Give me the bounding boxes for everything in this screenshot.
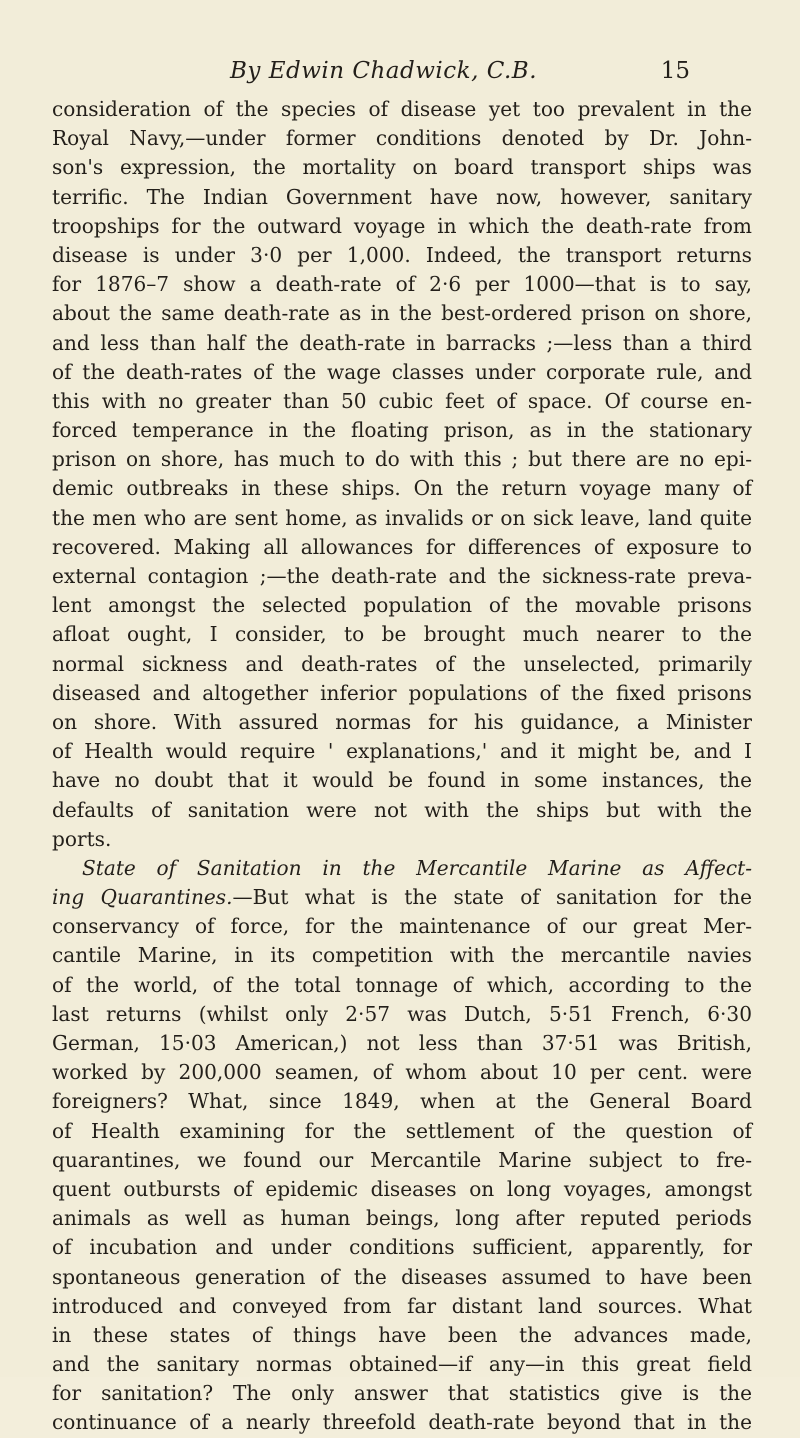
text-line: introduced and conveyed from far distant land sources. What: [52, 1293, 752, 1318]
text-line: on shore. With assured normas for his guidance, a Minister: [52, 709, 752, 734]
running-title: By Edwin Chadwick, C.B.: [230, 58, 538, 84]
text-line: afloat ought, I consider, to be brought much nearer to the: [52, 622, 752, 647]
text-line: ports.: [52, 826, 112, 851]
text-line: and less than half the death-rate in barracks ;—less than a third: [52, 330, 752, 355]
text-line: for sanitation? The only answer that statistics give is the: [52, 1381, 752, 1406]
text-line: for 1876–7 show a death-rate of 2·6 per 1000—that is to say,: [52, 272, 752, 297]
text-line: of Health would require ' explanations,' and it might be, and I: [52, 739, 752, 764]
text-line: normal sickness and death-rates of the unselected, primarily: [52, 651, 752, 676]
text-line: this with no greater than 50 cubic feet of space. Of course en-: [52, 388, 752, 413]
text-line: and the sanitary normas obtained—if any—in this great field: [52, 1352, 752, 1377]
section-heading: State of Sanitation in the Mercantile Marine as Affect-: [82, 855, 752, 880]
text-line: in these states of things have been the advances made,: [52, 1322, 752, 1347]
text-line: animals as well as human beings, long after reputed periods: [52, 1206, 752, 1231]
text-line: spontaneous generation of the diseases assumed to have been: [52, 1264, 752, 1289]
page-number: 15: [660, 58, 690, 84]
text-line: about the same death-rate as in the best-ordered prison on shore,: [52, 301, 752, 326]
body-text: [52, 95, 752, 1438]
text-line: quarantines, we found our Mercantile Marine subject to fre-: [52, 1147, 752, 1172]
text-line: the men who are sent home, as invalids or on sick leave, land quite: [52, 505, 752, 530]
text-line: quent outbursts of epidemic diseases on long voyages, amongst: [52, 1176, 752, 1201]
text-line: diseased and altogether inferior populations of the fixed prisons: [52, 680, 752, 705]
text-line: cantile Marine, in its competition with the mercantile navies: [52, 943, 752, 968]
text-line: troopships for the outward voyage in which the death-rate from: [52, 213, 752, 238]
text-line: demic outbreaks in these ships. On the return voyage many of: [52, 476, 752, 501]
text-line: prison on shore, has much to do with this ; but there are no epi-: [52, 447, 752, 472]
text-line: forced temperance in the floating prison, as in the stationary: [52, 418, 752, 443]
text-line: have no doubt that it would be found in some instances, the: [52, 768, 752, 793]
text-line: of the world, of the total tonnage of which, according to the: [52, 972, 752, 997]
text-line: of Health examining for the settlement of the question of: [52, 1118, 752, 1143]
text-line: disease is under 3·0 per 1,000. Indeed, the transport returns: [52, 242, 752, 267]
text-line: recovered. Making all allowances for differences of exposure to: [52, 534, 752, 559]
section-heading-end: ing Quarantines.: [52, 885, 233, 910]
text-line: terrific. The Indian Government have now, however, sanitary: [52, 184, 752, 209]
text-line: lent amongst the selected population of the movable prisons: [52, 593, 752, 618]
section-heading-continuation: [52, 883, 752, 912]
text-line: consideration of the species of disease yet too prevalent in the: [52, 97, 752, 121]
text-line: of the death-rates of the wage classes under corporate rule, and: [52, 359, 752, 384]
text-line: conservancy of force, for the maintenance of our great Mer-: [52, 914, 752, 939]
text-line: defaults of sanitation were not with the ships but with the: [52, 797, 752, 822]
text-line: foreigners? What, since 1849, when at the General Board: [52, 1089, 752, 1114]
text-line: continuance of a nearly threefold death-rate beyond that in the: [52, 1410, 752, 1435]
text-fragment: —But what is the state of sanitation for the: [232, 885, 752, 910]
text-line: German, 15·03 American,) not less than 37·51 was British,: [52, 1031, 752, 1055]
running-head: [230, 58, 690, 90]
text-line: son's expression, the mortality on board transport ships was: [52, 155, 752, 180]
text-line: of incubation and under conditions sufficient, apparently, for: [52, 1235, 752, 1260]
text-line: external contagion ;—the death-rate and the sickness-rate preva-: [52, 564, 752, 588]
text-line: last returns (whilst only 2·57 was Dutch, 5·51 French, 6·30: [52, 1001, 752, 1026]
text-line: worked by 200,000 seamen, of whom about 10 per cent. were: [52, 1060, 752, 1085]
text-line: Royal Navy,—under former conditions denoted by Dr. John-: [52, 126, 752, 151]
